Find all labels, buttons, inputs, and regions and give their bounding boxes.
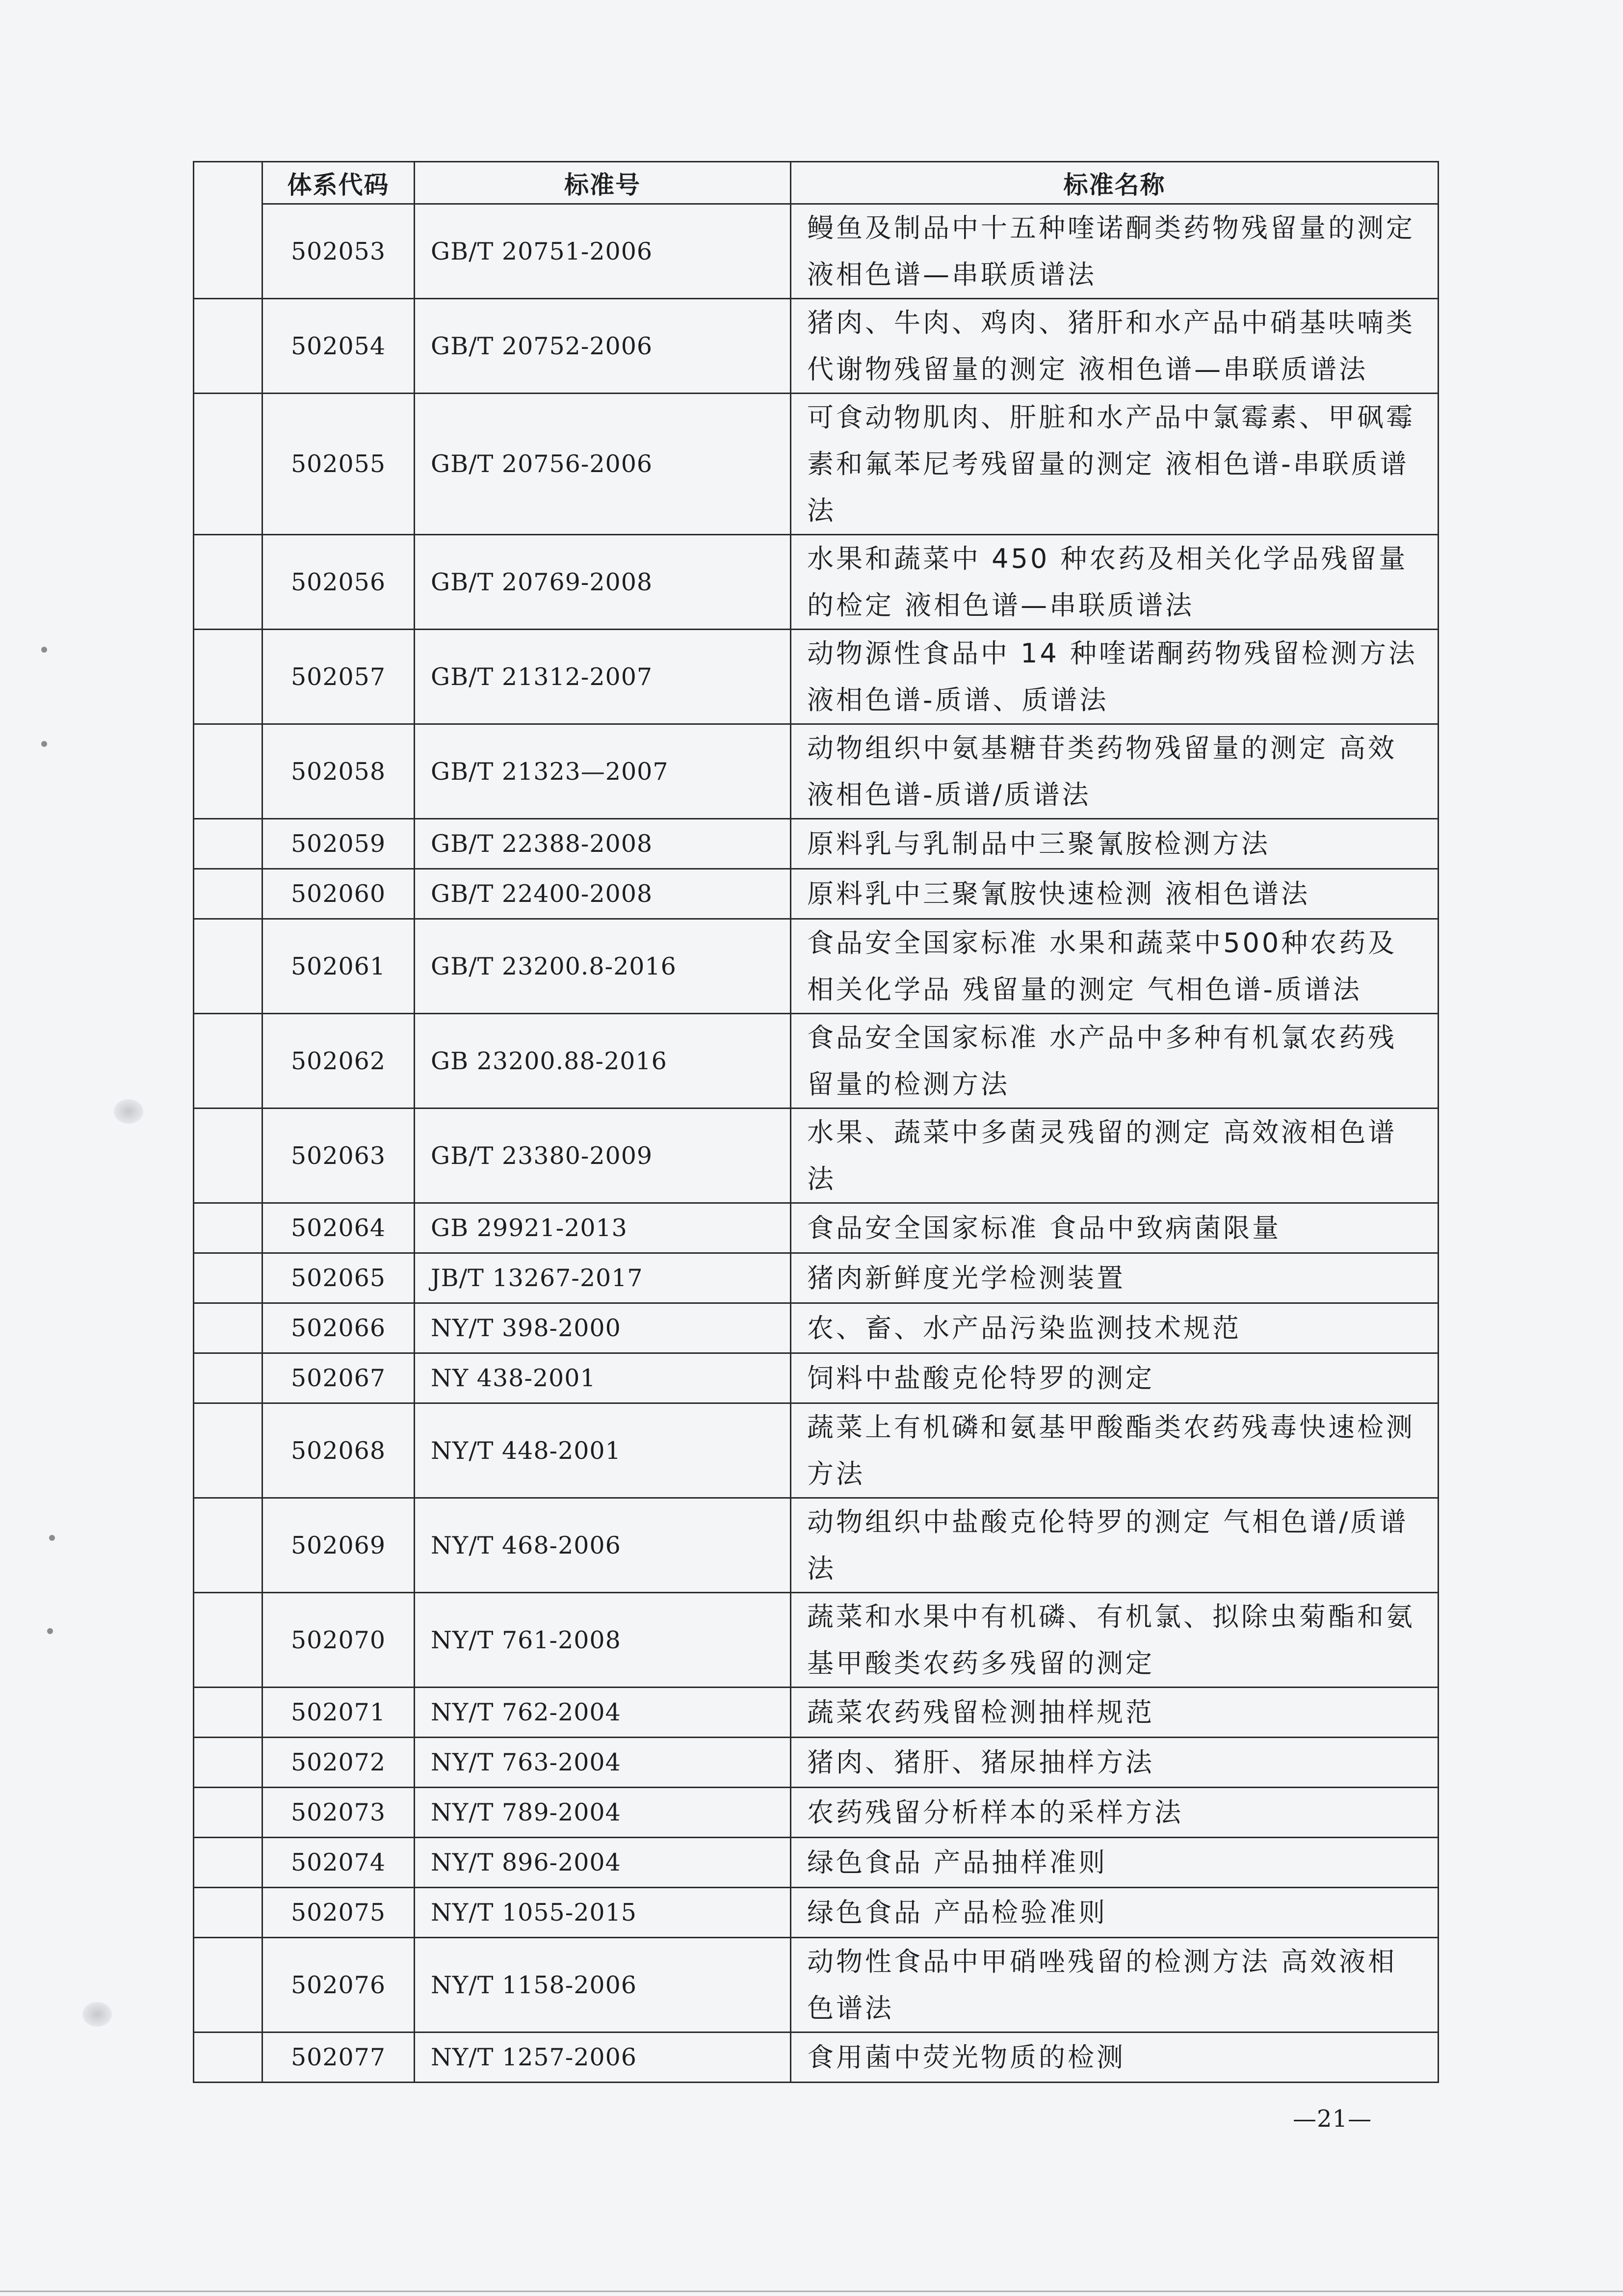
system-code-cell: 502074 [262,1838,415,1888]
system-code-cell: 502068 [262,1403,415,1498]
standard-number-cell: GB/T 22388-2008 [415,819,791,869]
standard-number-cell: NY/T 1158-2006 [415,1938,791,2032]
standard-name-cell: 猪肉、猪肝、猪尿抽样方法 [791,1738,1439,1788]
table-row [194,1838,1439,1888]
header-system-code: 体系代码 [262,162,415,204]
standard-name-cell: 饲料中盐酸克伦特罗的测定 [791,1353,1439,1403]
standard-name-cell: 绿色食品 产品检验准则 [791,1888,1439,1938]
scan-speck [41,741,47,747]
standard-name-cell: 水果和蔬菜中 450 种农药及相关化学品残留量的检定 液相色谱—串联质谱法 [791,535,1439,630]
header-standard-name: 标准名称 [791,162,1439,204]
system-code-cell: 502077 [262,2032,415,2083]
system-code-cell: 502075 [262,1888,415,1938]
standard-name-cell: 原料乳中三聚氰胺快速检测 液相色谱法 [791,869,1439,919]
standard-number-cell: GB 23200.88-2016 [415,1014,791,1108]
standard-number-cell: GB/T 21312-2007 [415,630,791,724]
side-category-cell [194,162,262,204]
table-header-row [194,162,1439,204]
standard-number-cell: NY/T 762-2004 [415,1688,791,1738]
side-category-cell [194,299,262,394]
table-row [194,630,1439,724]
standard-number-cell: GB/T 20756-2006 [415,394,791,535]
system-code-cell: 502069 [262,1498,415,1593]
table-row [194,1303,1439,1353]
side-category-cell [194,1353,262,1403]
standard-name-cell: 动物组织中氨基糖苷类药物残留量的测定 高效液相色谱-质谱/质谱法 [791,724,1439,819]
system-code-cell: 502054 [262,299,415,394]
side-category-cell [194,1938,262,2032]
table-row [194,394,1439,535]
standard-name-cell: 可食动物肌肉、肝脏和水产品中氯霉素、甲砜霉素和氟苯尼考残留量的测定 液相色谱-串联质谱法 [791,394,1439,535]
system-code-cell: 502065 [262,1253,415,1303]
system-code-cell: 502060 [262,869,415,919]
scan-speck [41,647,47,653]
standard-number-cell: GB/T 20769-2008 [415,535,791,630]
table-row [194,1888,1439,1938]
table-row [194,2032,1439,2083]
system-code-cell: 502055 [262,394,415,535]
side-category-cell [194,1014,262,1108]
standard-name-cell: 动物组织中盐酸克伦特罗的测定 气相色谱/质谱法 [791,1498,1439,1593]
system-code-cell: 502053 [262,204,415,299]
table-row [194,1938,1439,2032]
side-category-cell [194,1888,262,1938]
standard-name-cell: 食用菌中荧光物质的检测 [791,2032,1439,2083]
system-code-cell: 502072 [262,1738,415,1788]
table-row [194,1403,1439,1498]
standard-name-cell: 食品安全国家标准 水果和蔬菜中500种农药及相关化学品 残留量的测定 气相色谱-质谱法 [791,919,1439,1014]
table-row [194,724,1439,819]
standard-number-cell: GB 29921-2013 [415,1203,791,1253]
standard-number-cell: GB/T 23380-2009 [415,1108,791,1203]
side-category-cell [194,1253,262,1303]
scan-smudge [82,2002,112,2027]
side-category-cell [194,1838,262,1888]
standard-number-cell: NY/T 789-2004 [415,1788,791,1838]
scan-smudge [114,1099,143,1124]
side-category-cell [194,869,262,919]
table-row [194,1498,1439,1593]
system-code-cell: 502063 [262,1108,415,1203]
standard-number-cell: NY/T 763-2004 [415,1738,791,1788]
side-category-cell [194,1738,262,1788]
system-code-cell: 502057 [262,630,415,724]
side-category-cell [194,1203,262,1253]
side-category-cell [194,2032,262,2083]
side-category-cell [194,919,262,1014]
standard-number-cell: NY/T 761-2008 [415,1593,791,1688]
side-category-cell [194,1593,262,1688]
scan-speck [49,1535,55,1541]
header-standard-number: 标准号 [415,162,791,204]
standard-number-cell: GB/T 20752-2006 [415,299,791,394]
table-row [194,1014,1439,1108]
table-row [194,1203,1439,1253]
standard-name-cell: 食品安全国家标准 食品中致病菌限量 [791,1203,1439,1253]
system-code-cell: 502067 [262,1353,415,1403]
standards-table [193,161,1439,2083]
side-category-cell [194,204,262,299]
standard-name-cell: 鳗鱼及制品中十五种喹诺酮类药物残留量的测定 液相色谱—串联质谱法 [791,204,1439,299]
standard-name-cell: 水果、蔬菜中多菌灵残留的测定 高效液相色谱法 [791,1108,1439,1203]
standard-number-cell: GB/T 23200.8-2016 [415,919,791,1014]
standard-name-cell: 原料乳与乳制品中三聚氰胺检测方法 [791,819,1439,869]
table-row [194,535,1439,630]
standard-name-cell: 动物源性食品中 14 种喹诺酮药物残留检测方法 液相色谱-质谱、质谱法 [791,630,1439,724]
system-code-cell: 502059 [262,819,415,869]
table-row [194,204,1439,299]
system-code-cell: 502070 [262,1593,415,1688]
standard-number-cell: NY 438-2001 [415,1353,791,1403]
side-category-cell [194,1688,262,1738]
standard-number-cell: NY/T 448-2001 [415,1403,791,1498]
system-code-cell: 502071 [262,1688,415,1738]
table-row [194,1253,1439,1303]
table-row [194,819,1439,869]
side-category-cell [194,819,262,869]
system-code-cell: 502056 [262,535,415,630]
side-category-cell [194,630,262,724]
side-category-cell [194,1498,262,1593]
standard-name-cell: 蔬菜和水果中有机磷、有机氯、拟除虫菊酯和氨基甲酸类农药多残留的测定 [791,1593,1439,1688]
standard-name-cell: 猪肉、牛肉、鸡肉、猪肝和水产品中硝基呋喃类代谢物残留量的测定 液相色谱—串联质谱法 [791,299,1439,394]
system-code-cell: 502064 [262,1203,415,1253]
system-code-cell: 502061 [262,919,415,1014]
system-code-cell: 502076 [262,1938,415,2032]
standard-name-cell: 农、畜、水产品污染监测技术规范 [791,1303,1439,1353]
system-code-cell: 502073 [262,1788,415,1838]
standard-name-cell: 猪肉新鲜度光学检测装置 [791,1253,1439,1303]
table-row [194,1353,1439,1403]
table-row [194,299,1439,394]
standard-number-cell: GB/T 20751-2006 [415,204,791,299]
side-category-cell [194,724,262,819]
system-code-cell: 502058 [262,724,415,819]
side-category-cell [194,1403,262,1498]
standard-name-cell: 蔬菜农药残留检测抽样规范 [791,1688,1439,1738]
table-row [194,1593,1439,1688]
table-row [194,869,1439,919]
system-code-cell: 502062 [262,1014,415,1108]
scan-speck [47,1628,53,1634]
table-row [194,919,1439,1014]
side-category-cell [194,394,262,535]
standard-number-cell: NY/T 468-2006 [415,1498,791,1593]
side-category-cell [194,1108,262,1203]
page-number: —21— [1293,2105,1372,2133]
table-row [194,1738,1439,1788]
standard-number-cell: GB/T 22400-2008 [415,869,791,919]
table-row [194,1108,1439,1203]
table-body [194,204,1439,2083]
table-row [194,1688,1439,1738]
system-code-cell: 502066 [262,1303,415,1353]
side-category-cell [194,1303,262,1353]
standard-name-cell: 农药残留分析样本的采样方法 [791,1788,1439,1838]
standard-name-cell: 蔬菜上有机磷和氨基甲酸酯类农药残毒快速检测方法 [791,1403,1439,1498]
side-category-cell [194,1788,262,1838]
standard-number-cell: NY/T 896-2004 [415,1838,791,1888]
standard-number-cell: JB/T 13267-2017 [415,1253,791,1303]
table-row [194,1788,1439,1838]
standard-number-cell: NY/T 1257-2006 [415,2032,791,2083]
standard-number-cell: GB/T 21323—2007 [415,724,791,819]
standard-number-cell: NY/T 1055-2015 [415,1888,791,1938]
standard-name-cell: 食品安全国家标准 水产品中多种有机氯农药残留量的检测方法 [791,1014,1439,1108]
standard-name-cell: 动物性食品中甲硝唑残留的检测方法 高效液相色谱法 [791,1938,1439,2032]
scan-edge-line [0,2291,1623,2292]
standard-number-cell: NY/T 398-2000 [415,1303,791,1353]
standard-name-cell: 绿色食品 产品抽样准则 [791,1838,1439,1888]
side-category-cell [194,535,262,630]
